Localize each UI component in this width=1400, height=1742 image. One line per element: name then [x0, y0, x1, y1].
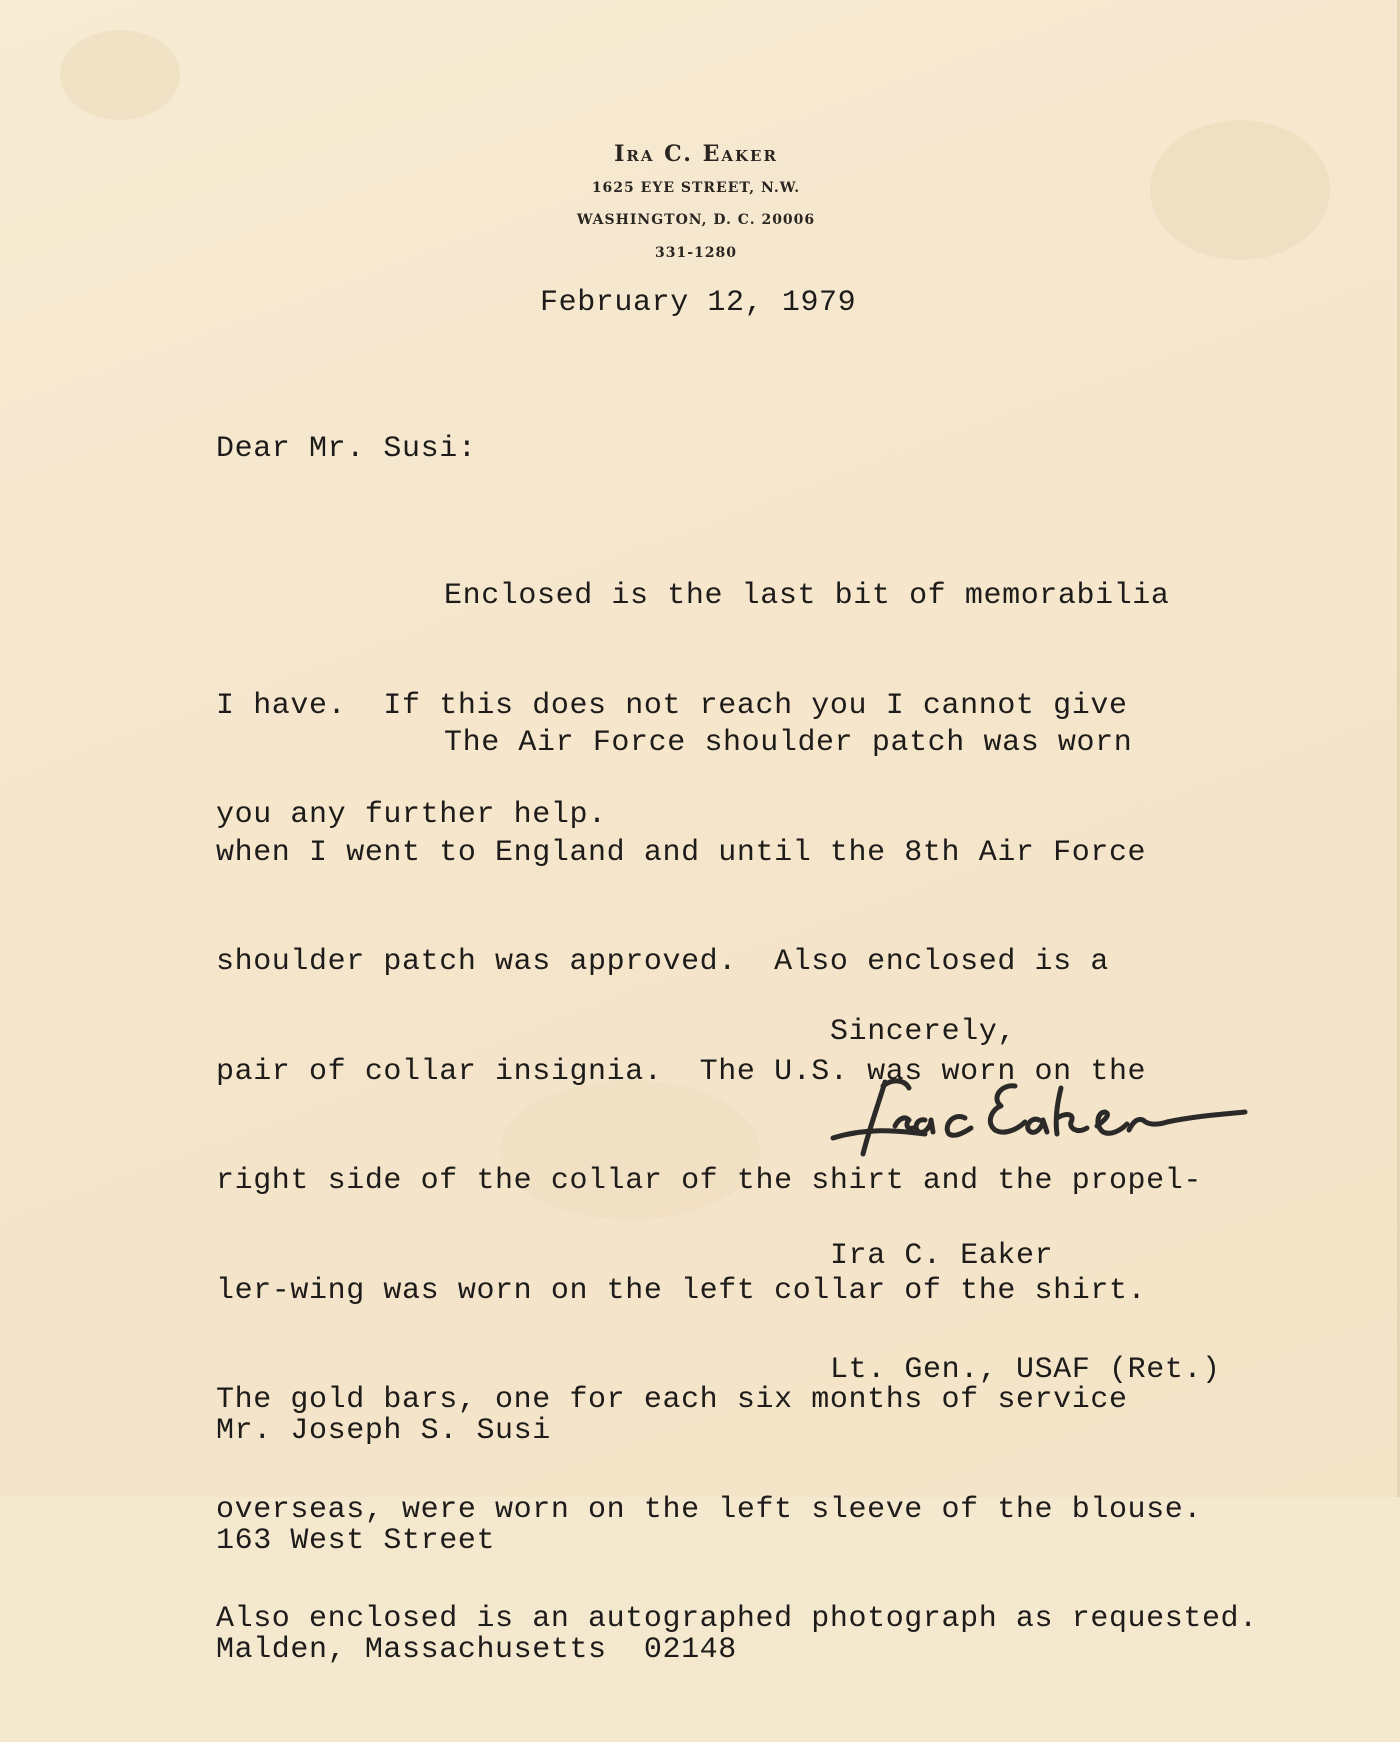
paragraph-line: you any further help.: [216, 798, 607, 832]
recipient-city: Malden, Massachusetts 02148: [216, 1633, 737, 1667]
paragraph-line: Also enclosed is an autographed photograph as requested.: [216, 1602, 1258, 1636]
paper-stain: [60, 30, 180, 120]
paragraph-line: I have. If this does not reach you I cannot give: [216, 688, 1128, 723]
paragraph-line: ler-wing was worn on the left collar of the shirt.: [216, 1273, 1147, 1308]
letterhead-city: WASHINGTON, D. C. 20006: [576, 212, 816, 228]
handwritten-signature: [825, 1068, 1255, 1168]
paragraph-line: shoulder patch was approved. Also enclosed is a: [216, 945, 1109, 979]
salutation: Dear Mr. Susi:: [216, 432, 477, 466]
recipient-address: [216, 1340, 737, 1742]
closing: Sincerely,: [830, 1015, 1017, 1049]
letter-date: February 12, 1979: [540, 286, 857, 320]
recipient-street: 163 West Street: [216, 1523, 496, 1558]
paragraph-line: right side of the collar of the shirt and the propel-: [216, 1164, 1202, 1198]
letterhead-name: Ira C. Eaker: [614, 141, 778, 167]
paragraph-line: pair of collar insignia. The U.S. was worn on the: [216, 1054, 1147, 1089]
signer-block: [830, 1161, 1221, 1465]
letterhead-street: 1625 EYE STREET, N.W.: [591, 180, 801, 196]
signer-name: Ira C. Eaker: [830, 1239, 1054, 1273]
paragraph-line: overseas, were worn on the left sleeve of the blouse.: [216, 1492, 1202, 1527]
recipient-name: Mr. Joseph S. Susi: [216, 1414, 551, 1448]
paragraph-line: The gold bars, one for each six months of service: [216, 1383, 1128, 1417]
letterhead-phone: 331-1280: [655, 245, 737, 261]
paragraph-line: Enclosed is the last bit of memorabilia: [444, 579, 1170, 613]
paragraph-line: The Air Force shoulder patch was worn: [444, 726, 1133, 760]
signer-title: Lt. Gen., USAF (Ret.): [830, 1353, 1221, 1387]
paragraph-line: when I went to England and until the 8th Air Force: [216, 835, 1147, 870]
